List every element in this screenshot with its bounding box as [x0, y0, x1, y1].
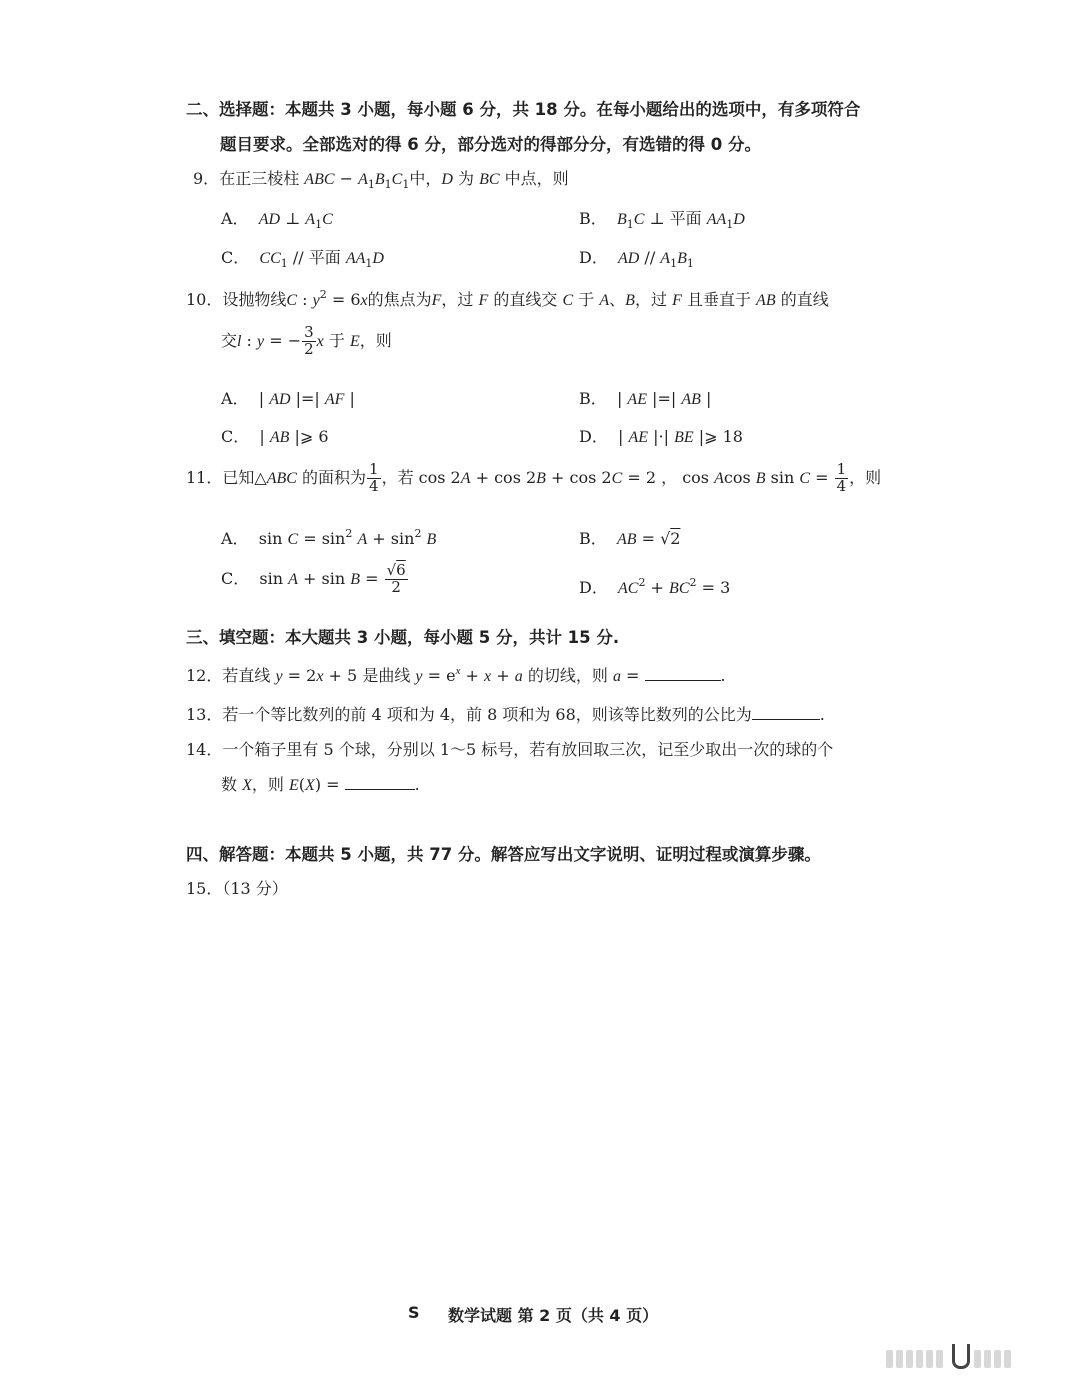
section2-header-line2: 题目要求。全部选对的得 6 分，部分选对的得部分分，有选错的得 0 分。 [220, 135, 761, 154]
q14-answer-blank[interactable] [345, 775, 415, 790]
question-10-stem-line2: 交l : y = − $\frac{3}{2}$ x 于 E，则 [221, 323, 392, 358]
q10-option-c: C． | AB |⩾ 6 [221, 427, 329, 446]
footer-page-info: 数学试题 第 2 页（共 4 页） [448, 1306, 659, 1325]
q11-option-c: C． sin A + sin B = $\frac{√6}{2}$ [221, 561, 406, 596]
question-14: 14．一个箱子里有 5 个球，分别以 1～5 标号，若有放回取三次，记至少取出一次的球的个 [186, 740, 834, 759]
question-11-stem: 11．已知△ABC 的面积为 $\frac{1}{4}$ ，若 cos 2A + cos 2B + cos 2C = 2 ， cos Acos B sin C = $\frac{1}{4}$ ，则 [186, 460, 882, 495]
question-12: 12．若直线 y = 2x + 5 是曲线 $y = e^x + x + a$ 的切线，则 a = . [186, 665, 726, 685]
q12-answer-blank[interactable] [645, 666, 721, 681]
footer-letter: S [408, 1303, 420, 1322]
q11-option-b: B． AB = √2 [579, 529, 681, 548]
q11-option-a: A． $\sin C = \sin^2 A + \sin^2 B$ [221, 527, 437, 548]
q10-option-a: A． | AD |=| AF | [221, 389, 355, 408]
section2-header: 二、选择题：本题共 3 小题，每小题 6 分，共 18 分。在每小题给出的选项中，有多项符合 [186, 100, 861, 119]
q10-option-d: D． | AE |·| BE |⩾ 18 [579, 427, 743, 446]
question-15-label: 15．（13 分） [186, 879, 288, 898]
question-10-stem: 10．设抛物线C : $y^2 = 6x$的焦点为F，过 F 的直线交 C 于 A、B，过 F 且垂直于 AB 的直线 [186, 288, 829, 309]
q9-number: 9． [193, 169, 220, 188]
question-9-stem: 9．在正三棱柱 ABC − $A_1B_1C_1$中，D 为 BC 中点，则 [193, 169, 569, 191]
q9-option-d: D． AD // $A_1B_1$ [579, 248, 694, 270]
question-13: 13．若一个等比数列的前 4 项和为 4，前 8 项和为 68，则该等比数列的公比为 . [186, 705, 825, 724]
q10-option-b: B． | AE |=| AB | [579, 389, 712, 408]
q9-option-a: A． AD ⊥ $A_1C$ [221, 209, 333, 231]
q13-answer-blank[interactable] [752, 705, 820, 720]
q9-option-c: C． $CC_1$ // 平面 $AA_1D$ [221, 248, 384, 270]
q11-option-d: D． $AC^2 + BC^2 = 3$ [579, 576, 731, 597]
section3-header: 三、填空题：本大题共 3 小题，每小题 5 分，共计 15 分. [186, 628, 620, 647]
q9-option-b: B． $B_1C$ ⊥ 平面 $AA_1D$ [579, 209, 745, 231]
question-14-line2: 数 X，则 E(X) = . [221, 775, 420, 794]
section4-header: 四、解答题：本题共 5 小题，共 77 分。解答应写出文字说明、证明过程或演算步骤。 [186, 845, 821, 864]
watermark-corner-icon [882, 1342, 1022, 1378]
